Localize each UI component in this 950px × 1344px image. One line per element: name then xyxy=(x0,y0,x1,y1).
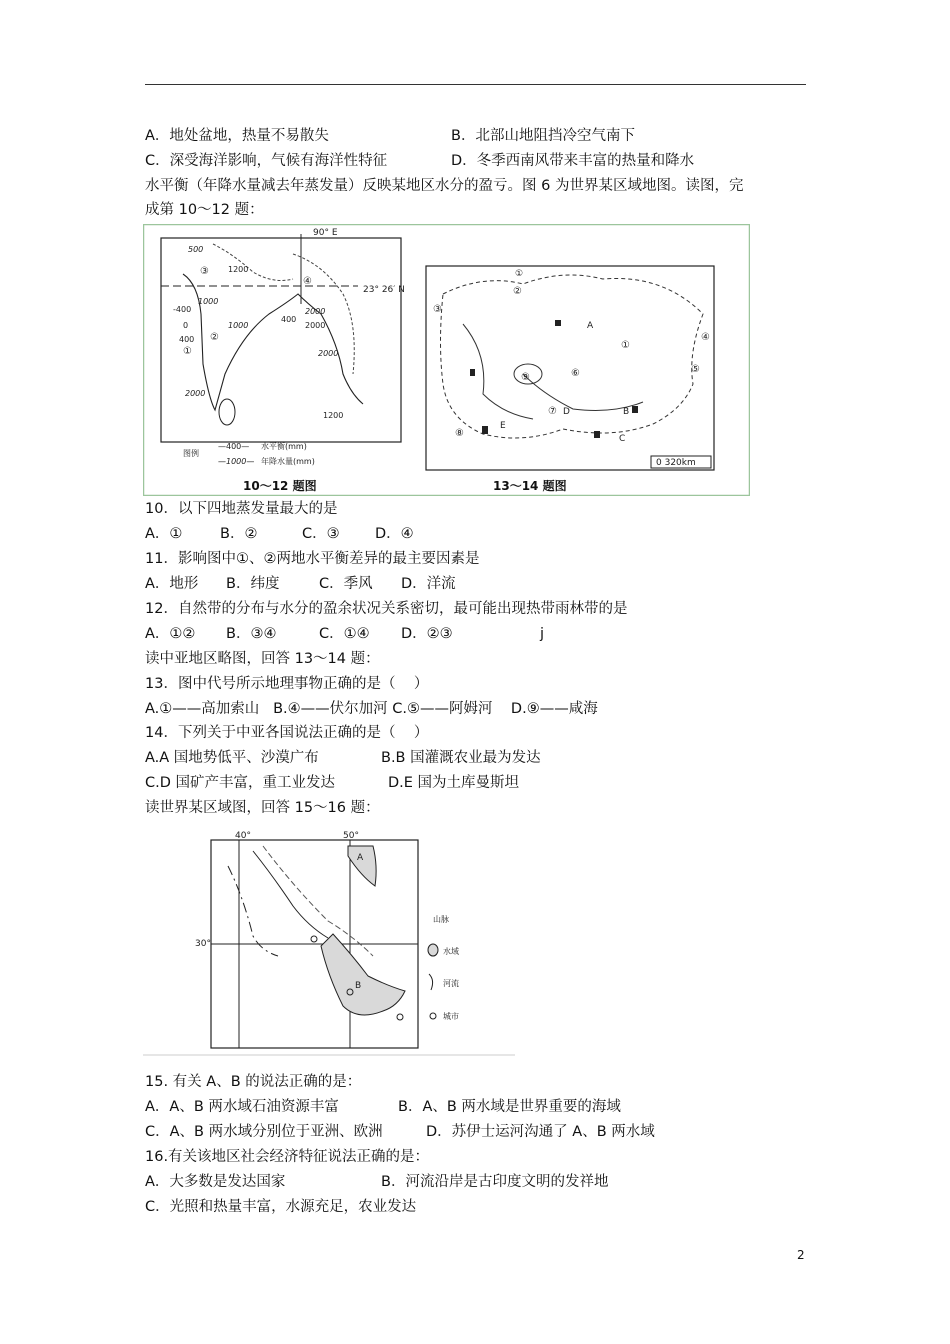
fig1-iso: 2000 xyxy=(305,307,326,316)
fig1-iso: 2000 xyxy=(318,349,339,358)
fig2-num: ⑦ xyxy=(548,406,557,417)
fig1-iso: 1000 xyxy=(198,297,219,306)
text-line: A．① xyxy=(145,526,183,542)
text-line: B．③④ xyxy=(226,626,277,642)
text-line: 读中亚地区略图，回答 13～14 题： xyxy=(145,651,380,667)
text-line: j xyxy=(540,626,545,642)
fig1-point: ③ xyxy=(200,266,209,277)
text-line: B.B 国灌溉农业最为发达 xyxy=(381,750,541,766)
fig2-letter: A xyxy=(587,321,594,331)
text-line: 15. 有关 A、B 的说法正确的是： xyxy=(145,1074,362,1090)
fig2-caption: 13～14 题图 xyxy=(493,479,567,493)
fig1-iso: 2000 xyxy=(185,389,206,398)
fig1-iso: 400 xyxy=(281,315,297,324)
text-line: 10．以下四地蒸发量最大的是 xyxy=(145,501,338,517)
text-line: C．①④ xyxy=(319,626,370,642)
fig1-caption: 10～12 题图 xyxy=(243,479,317,493)
fig1-point: ④ xyxy=(303,276,312,287)
text-line: A.A 国地势低平、沙漠广布 xyxy=(145,750,319,766)
fig2-num: ⑥ xyxy=(571,368,580,379)
fig3-letter: A xyxy=(357,853,364,863)
fig1-point: ① xyxy=(183,346,192,357)
fig1-iso: 0 xyxy=(183,321,189,330)
text-line: 11．影响图中①、②两地水平衡差异的最主要因素是 xyxy=(145,551,480,567)
fig2-letter: C xyxy=(619,434,626,444)
figure-maps-10-14 xyxy=(143,224,750,496)
text-line: C．深受海洋影响，气候有海洋性特征 xyxy=(145,153,388,169)
text-line: 水平衡（年降水量减去年蒸发量）反映某地区水分的盈亏。图 6 为世界某区域地图。读图，完 xyxy=(145,178,744,194)
fig2-num: ⑤ xyxy=(691,364,700,375)
fig2-num: ① xyxy=(621,340,630,351)
text-line: D．④ xyxy=(375,526,414,542)
text-line: 读世界某区域图，回答 15～16 题： xyxy=(145,800,380,816)
text-line: A．大多数是发达国家 xyxy=(145,1174,286,1190)
fig3-letter: B xyxy=(355,981,362,991)
fig1-legend-value: —400— xyxy=(218,442,250,451)
fig2-num: ⑨ xyxy=(521,372,530,383)
figure-map-15-16 xyxy=(143,826,515,1056)
fig2-letter: D xyxy=(563,407,570,417)
text-line: D.E 国为土库曼斯坦 xyxy=(388,775,520,791)
fig1-iso: -400 xyxy=(173,305,192,314)
text-line: B．A、B 两水域是世界重要的海域 xyxy=(398,1099,621,1115)
text-line: B．北部山地阻挡冷空气南下 xyxy=(451,128,635,144)
text-line: A．①② xyxy=(145,626,196,642)
fig1-iso: 400 xyxy=(179,335,195,344)
text-line: 13．图中代号所示地理事物正确的是（ ） xyxy=(145,676,429,692)
fig3-legend: 城市 xyxy=(443,1012,459,1021)
text-line: D．冬季西南风带来丰富的热量和降水 xyxy=(451,153,695,169)
text-line: C．③ xyxy=(302,526,340,542)
text-line: A．A、B 两水域石油资源丰富 xyxy=(145,1099,339,1115)
text-line: 12．自然带的分布与水分的盈余状况关系密切，最可能出现热带雨林带的是 xyxy=(145,601,628,617)
text-line: B．纬度 xyxy=(226,576,280,592)
fig3-lon: 50° xyxy=(343,831,359,841)
fig1-legend-title: 图例 xyxy=(183,449,199,458)
text-line: C．A、B 两水域分别位于亚洲、欧洲 xyxy=(145,1124,383,1140)
fig2-num: ④ xyxy=(701,332,710,343)
text-line: C．光照和热量丰富，水源充足，农业发达 xyxy=(145,1199,417,1215)
fig2-letter: B xyxy=(623,407,630,417)
fig3-lat: 30° xyxy=(195,939,211,949)
fig1-legend-label: 年降水量(mm) xyxy=(261,457,315,466)
text-line: B．河流沿岸是古印度文明的发祥地 xyxy=(381,1174,609,1190)
header-rule xyxy=(145,84,806,85)
fig3-legend: 山脉 xyxy=(433,915,449,924)
fig1-legend-value: —1000— xyxy=(218,457,255,466)
text-line: C．季风 xyxy=(319,576,373,592)
text-line: B．② xyxy=(220,526,258,542)
text-line: A．地形 xyxy=(145,576,199,592)
fig1-lat-label: 23° 26′ N xyxy=(363,285,405,295)
fig3-legend: 河流 xyxy=(443,979,459,988)
text-line: D．苏伊士运河沟通了 A、B 两水域 xyxy=(426,1124,655,1140)
fig1-iso: 500 xyxy=(188,245,204,254)
fig1-iso: 1000 xyxy=(228,321,249,330)
text-line: 成第 10～12 题： xyxy=(145,202,264,218)
text-line: A.①——高加索山 B.④——伏尔加河 C.⑤——阿姆河 D.⑨——咸海 xyxy=(145,701,598,717)
fig3-legend: 水域 xyxy=(443,947,459,956)
page-number: 2 xyxy=(797,1248,805,1262)
text-line: 16.有关该地区社会经济特征说法正确的是： xyxy=(145,1149,430,1165)
text-line: D．洋流 xyxy=(401,576,456,592)
text-line: 14．下列关于中亚各国说法正确的是（ ） xyxy=(145,725,429,741)
fig2-num: ⑧ xyxy=(455,428,464,439)
fig2-num: ③ xyxy=(433,304,442,315)
fig1-point: ② xyxy=(210,332,219,343)
fig1-lon-label: 90° E xyxy=(313,228,338,238)
fig1-iso: 1200 xyxy=(323,411,344,420)
fig3-lon: 40° xyxy=(235,831,251,841)
fig2-scale: 0 320km xyxy=(656,458,696,468)
fig2-num: ② xyxy=(513,286,522,297)
fig1-iso: 2000 xyxy=(305,321,326,330)
fig1-legend-label: 水平衡(mm) xyxy=(261,442,307,451)
text-line: C.D 国矿产丰富，重工业发达 xyxy=(145,775,336,791)
fig1-iso: 1200 xyxy=(228,265,249,274)
text-line: A．地处盆地，热量不易散失 xyxy=(145,128,329,144)
fig2-num: ① xyxy=(515,269,524,279)
fig2-letter: E xyxy=(500,421,506,431)
text-line: D．②③ xyxy=(401,626,453,642)
